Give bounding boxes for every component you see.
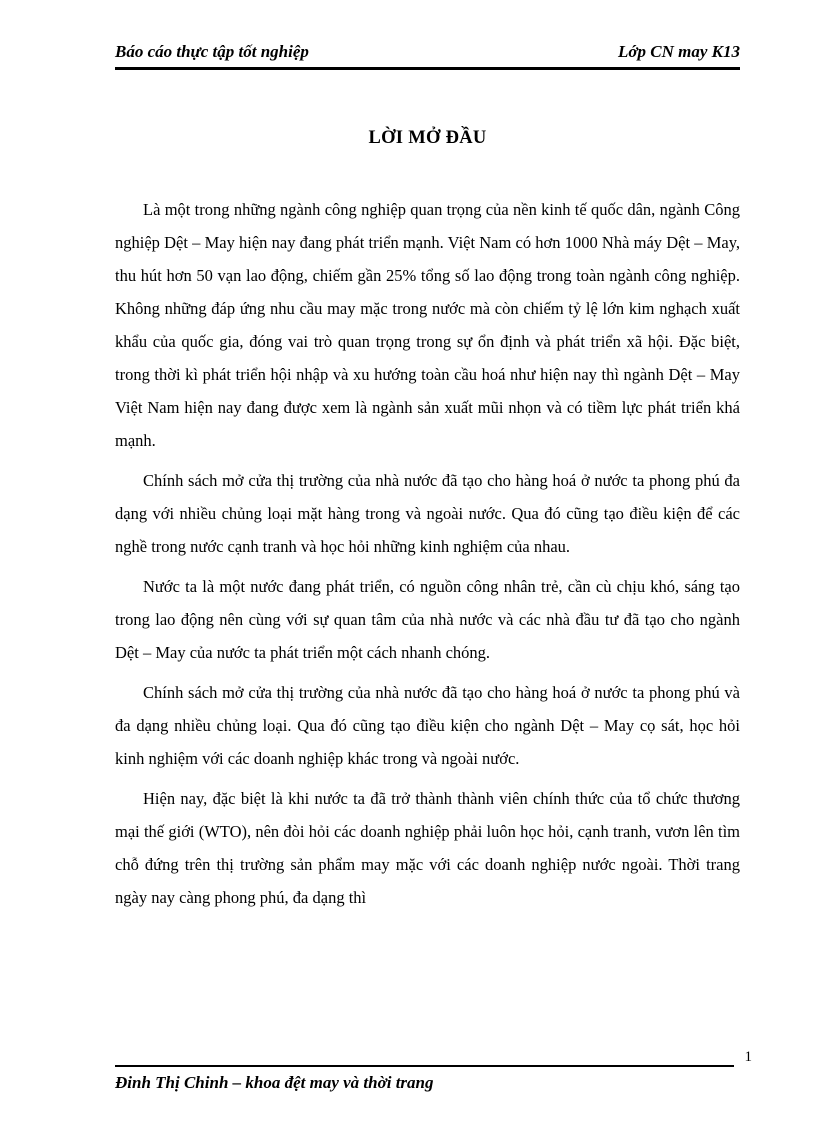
section-title: LỜI MỞ ĐẦU: [368, 128, 487, 148]
paragraph: Chính sách mở cửa thị trường của nhà nước đã tạo cho hàng hoá ở nước ta phong phú đa dạng với nhiều chủng loại mặt hàng trong và ngoài nước. Qua đó cũng tạo điều kiện để các nghề trong nước cạnh tranh và học hỏi những kinh nghiệm của nhau.: [115, 471, 740, 556]
paragraph: Hiện nay, đặc biệt là khi nước ta đã trở thành thành viên chính thức của tổ chức thương mại thế giới (WTO), nên đòi hỏi các doanh nghiệp phải luôn học hỏi, cạnh tranh, vươn lên tìm chỗ đứng trên thị trường sản phẩm may mặc với các doanh nghiệp nước ngoài. Thời trang ngày nay càng phong phú, đa dạng thì: [115, 789, 740, 907]
paragraph: Nước ta là một nước đang phát triển, có nguồn công nhân trẻ, cần cù chịu khó, sáng tạo trong lao động nên cùng với sự quan tâm của nhà nước và các nhà đầu tư đã tạo cho ngành Dệt – May của nước ta phát triển một cách nhanh chóng.: [115, 577, 740, 662]
paragraph: Chính sách mở cửa thị trường của nhà nước đã tạo cho hàng hoá ở nước ta phong phú và đa dạng nhiều chủng loại. Qua đó cũng tạo điều kiện cho ngành Dệt – May cọ sát, học hỏi kinh nghiệm với các doanh nghiệp khác trong và ngoài nước.: [115, 683, 740, 768]
paragraph: Là một trong những ngành công nghiệp quan trọng của nền kinh tế quốc dân, ngành Công nghiệp Dệt – May hiện nay đang phát triển mạnh. Việt Nam có hơn 1000 Nhà máy Dệt – May, thu hút hơn 50 vạn lao động, chiếm gần 25% tổng số lao động trong toàn ngành công nghiệp. Không những đáp ứng nhu cầu may mặc trong nước mà còn chiếm tỷ lệ lớn kim nghạch xuất khẩu của quốc gia, đóng vai trò quan trọng trong sự ổn định và phát triển xã hội. Đặc biệt, trong thời kì phát triển hội nhập và xu hướng toàn cầu hoá như hiện nay thì ngành Dệt – May Việt Nam hiện nay đang được xem là ngành sản xuất mũi nhọn và có tiềm lực phát triển khá mạnh.: [115, 200, 740, 450]
header-class-label: Lớp CN may K13: [618, 42, 740, 61]
page-footer: [115, 1049, 752, 1093]
page-header: [115, 42, 740, 70]
header-report-title: Báo cáo thực tập tốt nghiệp: [115, 42, 309, 61]
document-body: [115, 193, 740, 914]
footer-author: Đinh Thị Chinh – khoa đệt may và thời trang: [115, 1073, 434, 1092]
page-number: 1: [744, 1049, 752, 1065]
